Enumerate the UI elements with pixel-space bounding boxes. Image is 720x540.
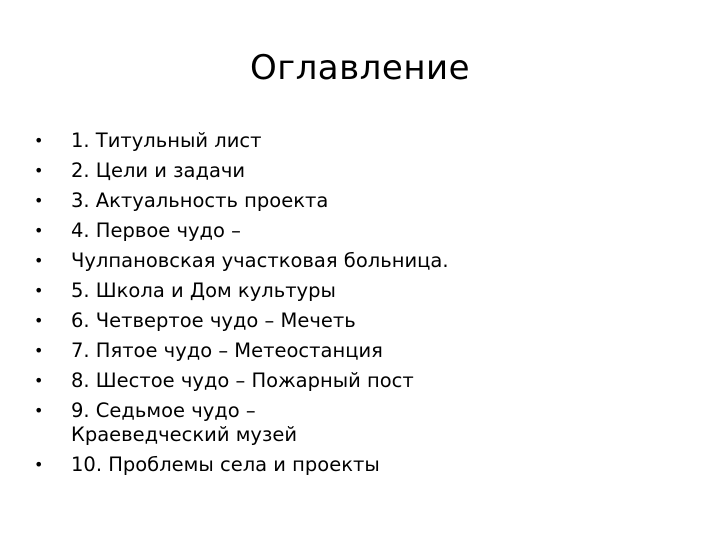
list-item-text: 4. Первое чудо – [71,219,241,242]
bullet-icon: • [34,341,44,360]
list-item [34,246,694,276]
list-item-text: 9. Седьмое чудо – Краеведческий музей [71,399,297,446]
list-item-text: 3. Актуальность проекта [71,189,329,212]
bullet-icon: • [34,401,44,420]
bullet-icon: • [34,281,44,300]
list-item-text: Чулпановская участковая больница. [71,249,449,272]
list-item [34,156,694,186]
list-item [34,306,694,336]
list-item [34,366,694,396]
list-item [34,396,371,450]
bullet-icon: • [34,161,44,180]
list-item [34,336,694,366]
list-item [34,186,694,216]
list-item-text: 7. Пятое чудо – Метеостанция [71,339,383,362]
slide-title: Оглавление [249,48,471,88]
bullet-icon: • [34,131,44,150]
bullet-icon: • [34,221,44,240]
bullet-icon: • [34,191,44,210]
table-of-contents [34,126,694,480]
list-item [34,450,694,480]
list-item-text: 10. Проблемы села и проекты [71,453,380,476]
list-item-text: 2. Цели и задачи [71,159,246,182]
list-item [34,276,694,306]
list-item [34,126,694,156]
list-item-text: 5. Школа и Дом культуры [71,279,336,302]
list-item-text: 6. Четвертое чудо – Мечеть [71,309,356,332]
list-item-text: 8. Шестое чудо – Пожарный пост [71,369,414,392]
list-item [34,216,694,246]
bullet-icon: • [34,251,44,270]
bullet-icon: • [34,371,44,390]
bullet-icon: • [34,455,44,474]
bullet-icon: • [34,311,44,330]
list-item-text: 1. Титульный лист [71,129,262,152]
